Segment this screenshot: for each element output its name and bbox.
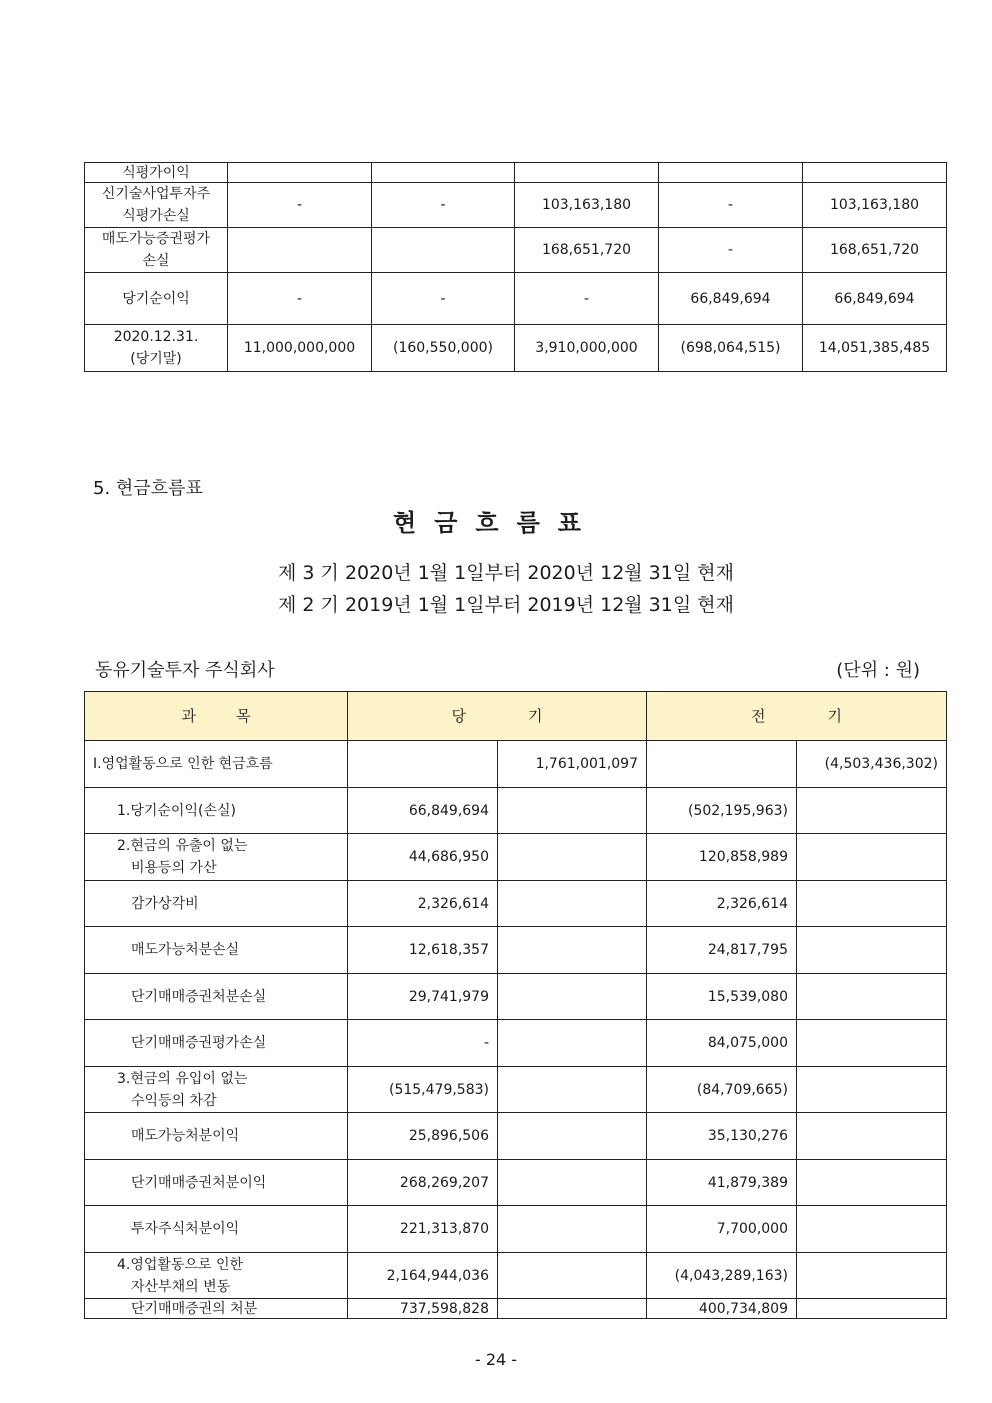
table-cell: 7,700,000 [647, 1206, 797, 1253]
table-cell: 168,651,720 [515, 228, 659, 273]
table-cell [498, 788, 647, 834]
company-name: 동유기술투자 주식회사 [95, 660, 275, 681]
header-text: 기 [827, 707, 842, 725]
table-cell: 12,618,357 [348, 927, 498, 974]
table-cell: 44,686,950 [348, 834, 498, 881]
row-label-line: 2020.12.31. [113, 329, 199, 345]
row-label-line: 단기매매증권평가손실 [131, 1035, 267, 1051]
header-text: 전 [751, 707, 766, 725]
table-row [85, 1253, 947, 1299]
table-cell: 268,269,207 [348, 1160, 498, 1206]
header-text: 당 [451, 707, 466, 725]
row-label [85, 1113, 348, 1160]
table-cell [228, 163, 372, 183]
row-label [85, 788, 348, 834]
row-label-line: 2.현금의 유출이 없는 [117, 838, 248, 854]
table-cell: 84,075,000 [647, 1020, 797, 1067]
unit-label: (단위 : 원) [836, 660, 920, 681]
row-label-line: 매도가능증권평가 [101, 231, 211, 247]
row-label [85, 1067, 348, 1113]
table-cell [498, 1113, 647, 1160]
table-cell: - [659, 183, 803, 228]
table-row [85, 974, 947, 1020]
table-cell: 2,326,614 [348, 881, 498, 927]
header-prior-period [647, 692, 947, 741]
row-label [85, 974, 348, 1020]
table-cell [498, 974, 647, 1020]
table-cell [797, 1299, 947, 1319]
table-cell [498, 1206, 647, 1253]
row-label-line: 손실 [142, 253, 170, 269]
table-cell: 1,761,001,097 [498, 741, 647, 788]
table-cell: 66,849,694 [803, 273, 947, 325]
table-row [85, 881, 947, 927]
table-row [85, 325, 947, 372]
table-cell: (515,479,583) [348, 1067, 498, 1113]
table-cell [372, 228, 515, 273]
table-cell: - [372, 183, 515, 228]
table-cell [797, 927, 947, 974]
table-header-row [85, 692, 947, 741]
table-cell [803, 163, 947, 183]
table-cell [228, 228, 372, 273]
table-cell: (4,503,436,302) [797, 741, 947, 788]
table-row [85, 834, 947, 881]
row-label [85, 927, 348, 974]
table-cell [498, 1020, 647, 1067]
row-label-line: 매도가능처분손실 [131, 942, 240, 958]
table-cell [348, 741, 498, 788]
table-cell [498, 927, 647, 974]
table-cell [797, 881, 947, 927]
table-cell: - [228, 273, 372, 325]
table-cell: 103,163,180 [803, 183, 947, 228]
table-cell: 41,879,389 [647, 1160, 797, 1206]
table-row [85, 788, 947, 834]
header-current-period [348, 692, 647, 741]
row-label-line: Ⅰ.영업활동으로 인한 현금흐름 [93, 756, 273, 772]
table-cell: 400,734,809 [647, 1299, 797, 1319]
row-label-line: 식평가이익 [122, 164, 190, 181]
table-cell: 737,598,828 [348, 1299, 498, 1319]
row-label-line: 감가상각비 [131, 895, 199, 912]
table-cell [498, 834, 647, 881]
page-title: 현금흐름표 [393, 509, 599, 537]
table-cell: - [515, 273, 659, 325]
table-cell: (698,064,515) [659, 325, 803, 372]
row-label [85, 1020, 348, 1067]
table-cell: 14,051,385,485 [803, 325, 947, 372]
table-row [85, 927, 947, 974]
table-cell [797, 1253, 947, 1299]
row-label [85, 325, 228, 372]
table-cell [797, 1206, 947, 1253]
table-cell: 66,849,694 [348, 788, 498, 834]
table-cell: 2,164,944,036 [348, 1253, 498, 1299]
row-label-line: 비용등의 가산 [131, 860, 217, 876]
table-cell: 15,539,080 [647, 974, 797, 1020]
row-label-line: 당기순이익 [122, 290, 190, 307]
row-label-line: 자산부채의 변동 [131, 1278, 231, 1295]
row-label [85, 228, 228, 273]
section-heading: 5. 현금흐름표 [93, 478, 203, 499]
table-cell: 2,326,614 [647, 881, 797, 927]
table-cell: (502,195,963) [647, 788, 797, 834]
header-text: 기 [528, 707, 543, 725]
row-label [85, 1206, 348, 1253]
table-cell [797, 1160, 947, 1206]
row-label [85, 273, 228, 325]
row-label-line: 4.영업활동으로 인한 [117, 1256, 243, 1273]
table-cell: - [659, 228, 803, 273]
table-cell: - [348, 1020, 498, 1067]
table-row [85, 273, 947, 325]
row-label-line: 투자주식처분이익 [131, 1221, 240, 1237]
table-cell [498, 1253, 647, 1299]
table-cell [797, 1020, 947, 1067]
table-cell: - [228, 183, 372, 228]
row-label [85, 741, 348, 788]
table-cell: (84,709,665) [647, 1067, 797, 1113]
equity-change-table [84, 162, 947, 372]
header-text: 과 [181, 707, 196, 725]
table-cell: (160,550,000) [372, 325, 515, 372]
fiscal-period-prior: 제 2 기 2019년 1월 1일부터 2019년 12월 31일 현재 [278, 594, 734, 616]
table-cell [498, 1067, 647, 1113]
row-label [85, 1253, 348, 1299]
table-cell: 35,130,276 [647, 1113, 797, 1160]
row-label-line: 3.현금의 유입이 없는 [117, 1070, 248, 1087]
table-cell [498, 1299, 647, 1319]
row-label [85, 881, 348, 927]
table-row [85, 1113, 947, 1160]
row-label [85, 163, 228, 183]
table-cell [797, 974, 947, 1020]
table-cell [797, 1067, 947, 1113]
row-label-line: 단기매매증권처분이익 [131, 1174, 267, 1191]
fiscal-period-current: 제 3 기 2020년 1월 1일부터 2020년 12월 31일 현재 [278, 562, 734, 584]
table-cell [498, 881, 647, 927]
table-cell: 103,163,180 [515, 183, 659, 228]
table-cell [647, 741, 797, 788]
row-label [85, 1299, 348, 1319]
table-row [85, 1067, 947, 1113]
header-item [85, 692, 348, 741]
row-label-line: 매도가능처분이익 [131, 1128, 240, 1144]
table-cell [797, 788, 947, 834]
row-label-line: 신기술사업투자주 [101, 186, 211, 202]
table-cell [498, 1160, 647, 1206]
row-label-line: 단기매매증권의 처분 [131, 1300, 258, 1317]
row-label [85, 183, 228, 228]
header-text: 목 [236, 707, 251, 725]
row-label [85, 834, 348, 881]
table-cell [797, 1113, 947, 1160]
row-label-line: 수익등의 차감 [131, 1092, 217, 1109]
row-label-line: 1.당기순이익(손실) [117, 802, 236, 819]
table-row [85, 183, 947, 228]
table-cell [515, 163, 659, 183]
table-row [85, 163, 947, 183]
table-cell [797, 834, 947, 881]
table-row [85, 1020, 947, 1067]
page-number: - 24 - [474, 1350, 518, 1369]
table-cell: 3,910,000,000 [515, 325, 659, 372]
row-label [85, 1160, 348, 1206]
table-row [85, 1299, 947, 1319]
row-label-line: 단기매매증권처분손실 [131, 988, 267, 1005]
cash-flow-table [84, 691, 947, 1319]
table-cell: (4,043,289,163) [647, 1253, 797, 1299]
table-row [85, 1160, 947, 1206]
table-cell: 66,849,694 [659, 273, 803, 325]
table-cell: 221,313,870 [348, 1206, 498, 1253]
table-cell [659, 163, 803, 183]
table-row [85, 1206, 947, 1253]
table-cell: 29,741,979 [348, 974, 498, 1020]
table-cell: 25,896,506 [348, 1113, 498, 1160]
table-cell: 24,817,795 [647, 927, 797, 974]
table-row [85, 228, 947, 273]
table-cell: 120,858,989 [647, 834, 797, 881]
table-cell: - [372, 273, 515, 325]
table-cell: 11,000,000,000 [228, 325, 372, 372]
row-label-line: (당기말) [130, 351, 182, 367]
row-label-line: 식평가손실 [122, 208, 190, 224]
table-cell [372, 163, 515, 183]
table-cell: 168,651,720 [803, 228, 947, 273]
table-row [85, 741, 947, 788]
